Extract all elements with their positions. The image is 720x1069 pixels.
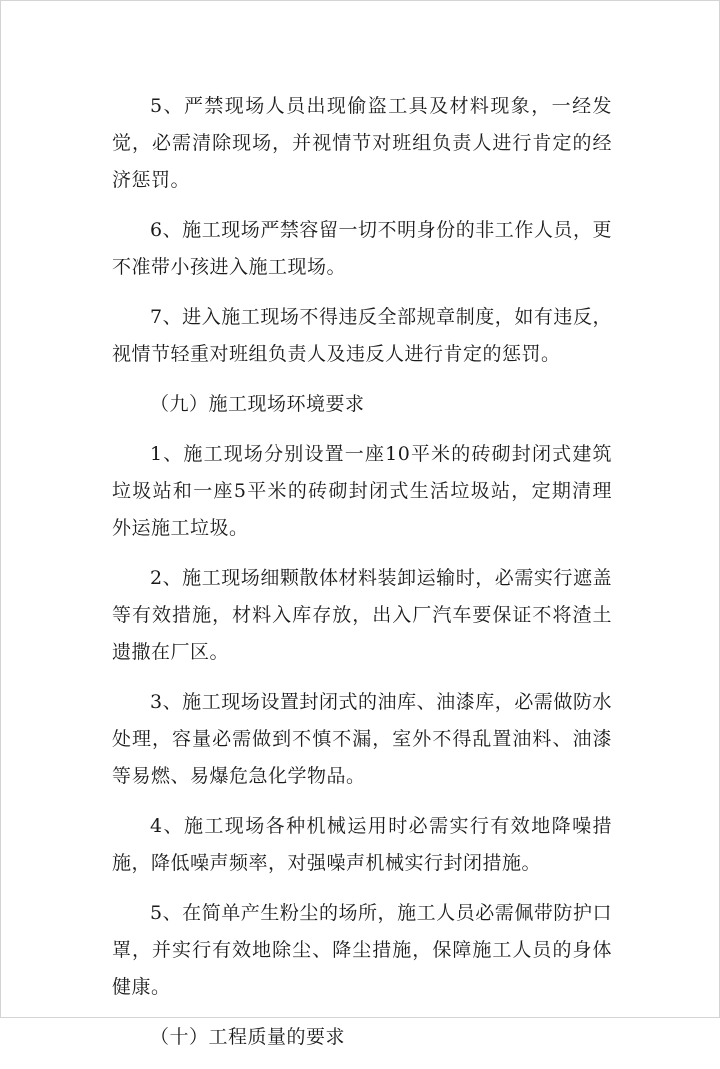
paragraph-env-5-dust: 5、在简单产生粉尘的场所，施工人员必需佩带防护口罩，并实行有效地除尘、降尘措施，保障施工人员的身体健康。: [112, 902, 612, 998]
paragraph-item-6-visitors: 6、施工现场严禁容留一切不明身份的非工作人员，更不准带小孩进入施工现场。: [112, 219, 612, 278]
paragraph-item-7-rules: 7、进入施工现场不得违反全部规章制度，如有违反，视情节轻重对班组负责人及违反人进行肯定的惩罚。: [112, 306, 612, 365]
paragraph-env-1-waste-stations: 1、施工现场分别设置一座10平米的砖砌封闭式建筑垃圾站和一座5平米的砖砌封闭式生活垃圾站，定期清理外运施工垃圾。: [112, 443, 612, 539]
paragraph-env-4-noise: 4、施工现场各种机械运用时必需实行有效地降噪措施，降低噪声频率，对强噪声机械实行封闭措施。: [112, 815, 612, 874]
document-body: [112, 88, 612, 1069]
paragraph-env-3-oil-storage: 3、施工现场设置封闭式的油库、油漆库，必需做防水处理，容量必需做到不慎不漏，室外不得乱置油料、油漆等易燃、易爆危急化学物品。: [112, 691, 612, 787]
paragraph-env-2-bulk-materials: 2、施工现场细颗散体材料装卸运输时，必需实行遮盖等有效措施，材料入库存放，出入厂汽车要保证不将渣土遗撒在厂区。: [112, 567, 612, 663]
paragraph-item-5-theft: 5、严禁现场人员出现偷盗工具及材料现象，一经发觉，必需清除现场，并视情节对班组负责人进行肯定的经济惩罚。: [112, 95, 612, 191]
section-heading-quality: （十）工程质量的要求: [150, 1026, 346, 1048]
section-heading-environment: （九）施工现场环境要求: [150, 393, 365, 415]
